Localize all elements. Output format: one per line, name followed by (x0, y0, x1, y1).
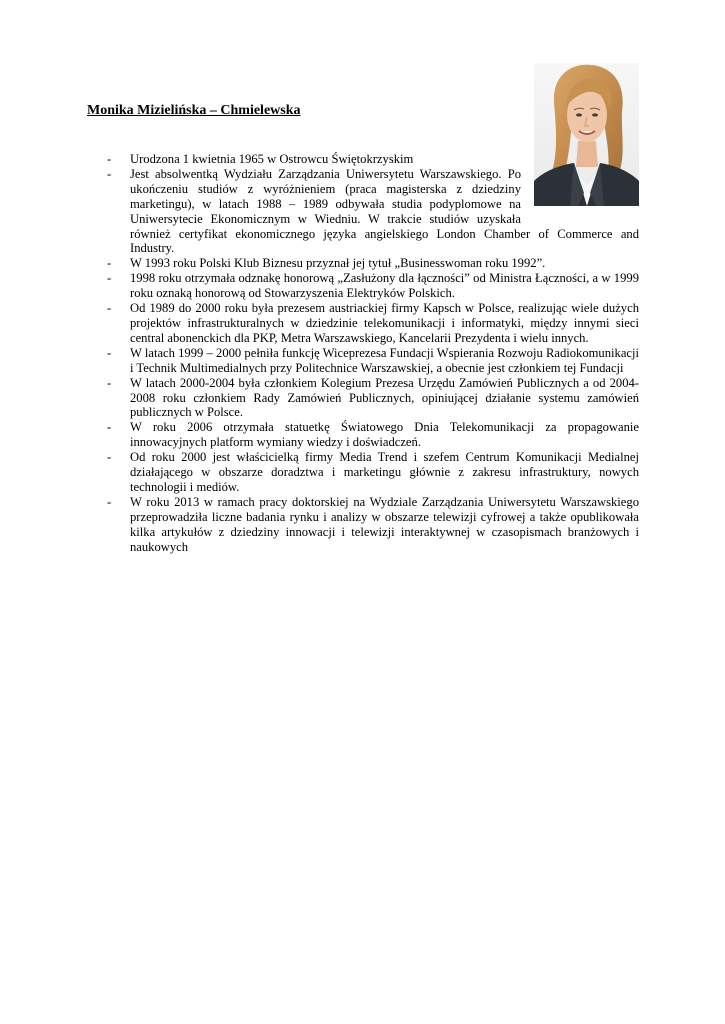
list-item-text: W 1993 roku Polski Klub Biznesu przyznał jej tytuł „Businesswoman roku 1992”. (130, 256, 546, 271)
bullet-marker: - (107, 166, 112, 181)
bullet-marker: - (107, 450, 112, 465)
list-item-text: Od 1989 do 2000 roku była prezesem austriackiej firmy Kapsch w Polsce, realizując wiele dużych projektów infrastrukturalnych w dziedzinie telekomunikacji i informatyki, między innymi sieci central abonenckich dla PKP, Metra Warszawskiego, Kancelarii Prezydenta i wielu innych. (130, 301, 639, 345)
list-item (107, 346, 639, 376)
list-item-text: Od roku 2000 jest właścicielką firmy Media Trend i szefem Centrum Komunikacji Medialnej działającego w obszarze doradztwa i marketingu głównie z zakresu infrastruktury, nowych technologii i mediów. (130, 450, 639, 494)
document-title: Monika Mizielińska – Chmielewska (87, 103, 301, 118)
list-item (107, 420, 639, 450)
list-item (107, 450, 639, 495)
bullet-marker: - (107, 271, 112, 286)
list-item-text: 1998 roku otrzymała odznakę honorową „Zasłużony dla łączności” od Ministra Łączności, a w 1999 roku oznaką honorową od Stowarzyszenia Elektryków Polskich. (130, 271, 639, 301)
list-item (107, 301, 639, 346)
list-item-text: W latach 2000-2004 była członkiem Kolegium Prezesa Urzędu Zamówień Publicznych a od 2004-2008 roku członkiem Rady Zamówień Publicznych, opiniującej działanie systemu zamówień publicznych w Polsce. (130, 375, 639, 420)
bullet-marker: - (107, 301, 112, 316)
list-item (107, 376, 639, 421)
list-item (107, 152, 639, 167)
list-item-text: W roku 2013 w ramach pracy doktorskiej na Wydziale Zarządzania Uniwersytetu Warszawskiego przeprowadziła liczne badania rynku i analizy w obszarze telewizji cyfrowej a także opublikowała kilka artykułów z dziedziny innowacji i telewizji interaktywnej w czasopismach branżowych i naukowych (130, 494, 639, 554)
bullet-marker: - (107, 256, 112, 271)
biography-list (107, 152, 639, 554)
bullet-marker: - (107, 420, 112, 435)
bullet-marker: - (107, 375, 112, 390)
bullet-marker: - (107, 345, 112, 360)
bullet-marker: - (107, 494, 112, 509)
list-item (107, 271, 639, 301)
list-item (107, 167, 639, 256)
list-item-text: W latach 1999 – 2000 pełniła funkcję Wiceprezesa Fundacji Wspierania Rozwoju Radiokomunikacji i Technik Multimedialnych przy Politechnice Warszawskiej, a obecnie jest członkiem tej Fundacji (130, 345, 639, 375)
list-item (107, 256, 639, 271)
bullet-marker: - (107, 152, 112, 166)
list-item-text: Urodzona 1 kwietnia 1965 w Ostrowcu Świętokrzyskim (130, 152, 414, 166)
list-item-text: Jest absolwentką Wydziału Zarządzania Uniwersytetu Warszawskiego. Po ukończeniu studiów z wyróżnieniem (praca magisterska z dziedziny marketingu), w latach 1988 – 1989 odbywała studia podyplomowe na Uniwersytecie Ekonomicznym w Wiedniu. W trakcie studiów uzyskała również certyfikat ekonomicznego języka angielskiego London Chamber of Commerce and Industry. (130, 166, 639, 256)
list-item (107, 495, 639, 555)
list-item-text: W roku 2006 otrzymała statuetkę Światowego Dnia Telekomunikacji za propagowanie innowacyjnych platform wymiany wiedzy i doświadczeń. (130, 420, 639, 450)
